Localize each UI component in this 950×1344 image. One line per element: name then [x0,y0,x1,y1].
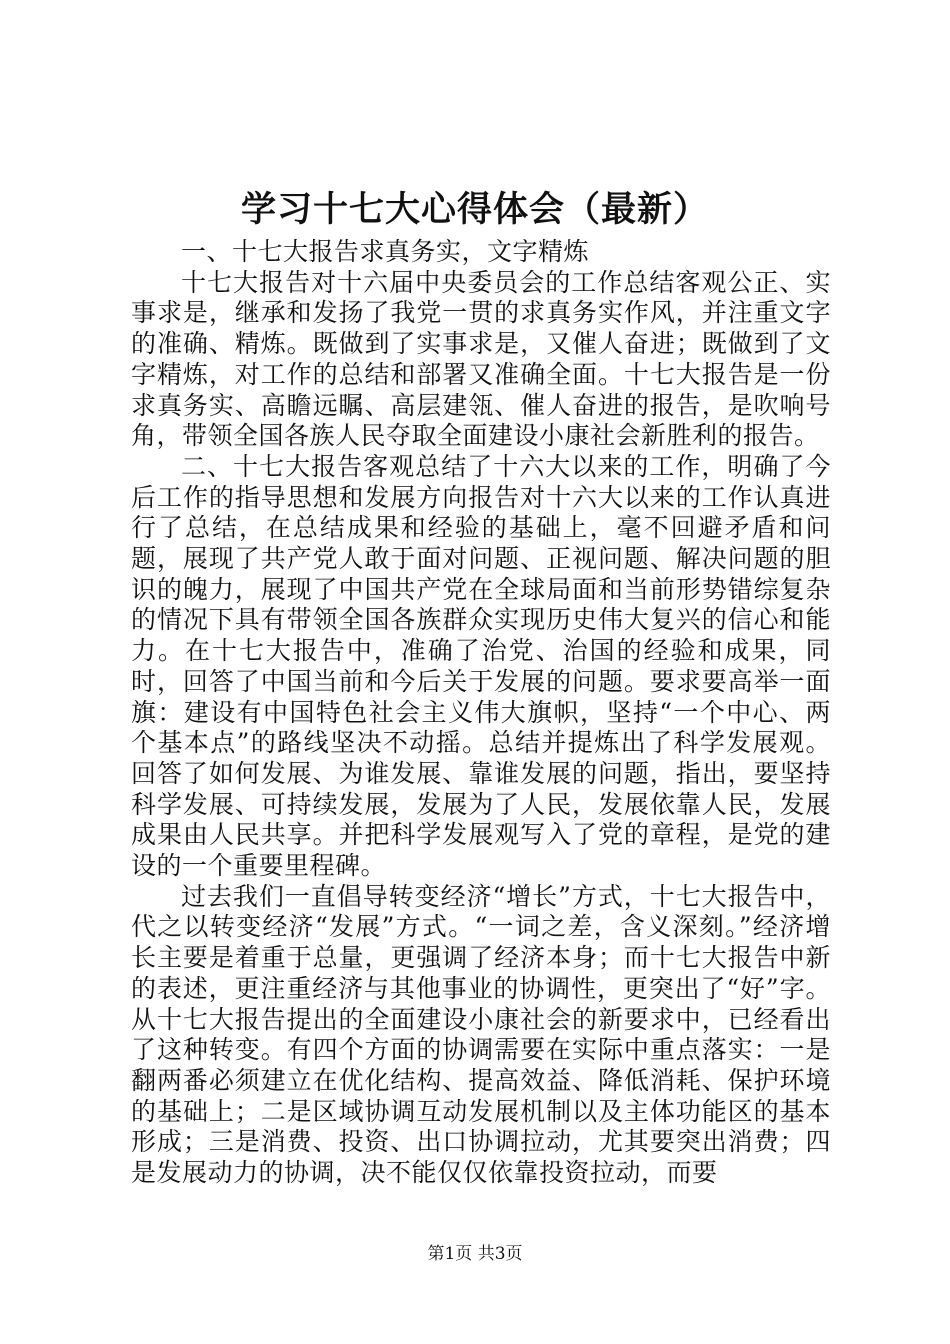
heading-paragraph-1: 一、十七大报告求真务实，文字精炼 [181,237,590,266]
document-body [131,237,831,1189]
page-title: 学习十七大心得体会（最新） [240,189,709,230]
page-footer: 第1页 共3页 [427,1244,523,1264]
body-paragraph: 十七大报告对十六届中央委员会的工作总结客观公正、实事求是，继承和发扬了我党一贯的求真务实作风，并注重文字的准确、精炼。既做到了实事求是，又催人奋进；既做到了文字精炼，对工作的总结和部署又准确全面。十七大报告是一份求真务实、高瞻远瞩、高层建瓴、催人奋进的报告，是吹响号角，带领全国各族人民夺取全面建设小康社会新胜利的报告。 [131,267,831,451]
body-paragraph: 过去我们一直倡导转变经济“增长”方式，十七大报告中，代之以转变经济“发展”方式。“一词之差，含义深刻。”经济增长主要是着重于总量，更强调了经济本身；而十七大报告中新的表述，更注重经济与其他事业的协调性，更突出了“好”字。从十七大报告提出的全面建设小康社会的新要求中，已经看出了这种转变。有四个方面的协调需要在实际中重点落实：一是翻两番必须建立在优化结构、提高效益、降低消耗、保护环境的基础上；二是区域协调互动发展机制以及主体功能区的基本形成；三是消费、投资、出口协调拉动，尤其要突出消费；四是发展动力的协调，决不能仅仅依靠投资拉动，而要 [131,881,831,1188]
body-paragraph: 二、十七大报告客观总结了十六大以来的工作，明确了今后工作的指导思想和发展方向报告对十六大以来的工作认真进行了总结，在总结成果和经验的基础上，毫不回避矛盾和问题，展现了共产党人敢于面对问题、正视问题、解决问题的胆识的魄力，展现了中国共产党在全球局面和当前形势错综复杂的情况下具有带领全国各族群众实现历史伟大复兴的信心和能力。在十七大报告中，准确了治党、治国的经验和成果，同时，回答了中国当前和今后关于发展的问题。要求要高举一面旗：建设有中国特色社会主义伟大旗帜，坚持“一个中心、两个基本点”的路线坚决不动摇。总结并提炼出了科学发展观。回答了如何发展、为谁发展、靠谁发展的问题，指出，要坚持科学发展、可持续发展，发展为了人民，发展依靠人民，发展成果由人民共享。并把科学发展观写入了党的章程，是党的建设的一个重要里程碑。 [131,451,831,881]
